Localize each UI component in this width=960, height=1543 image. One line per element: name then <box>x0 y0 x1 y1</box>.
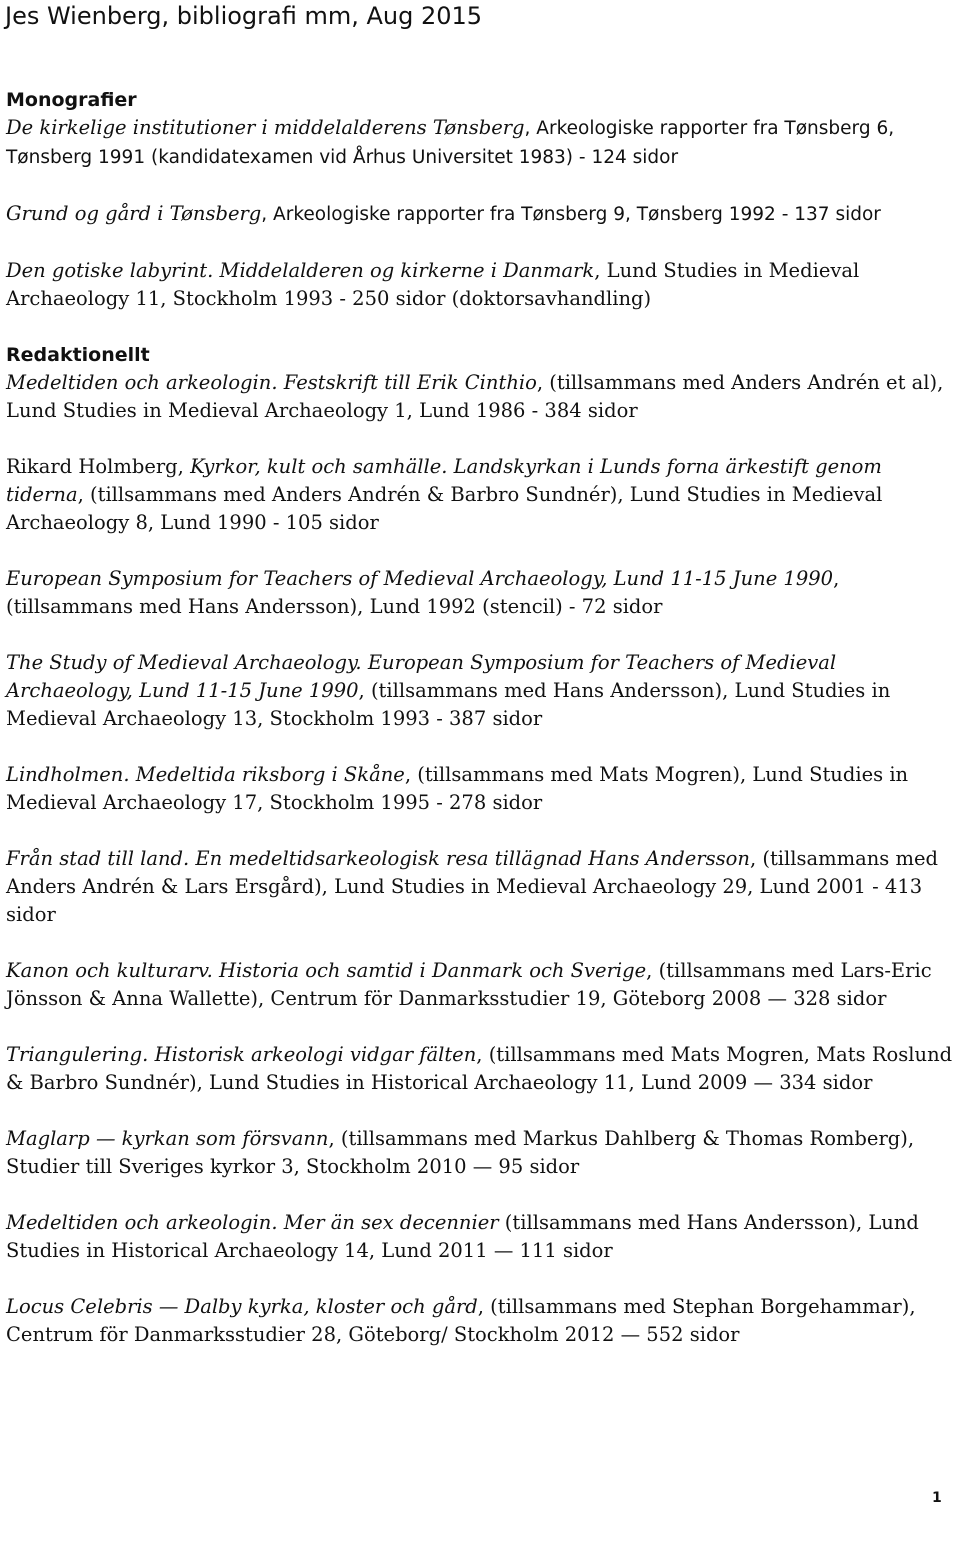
bibliography-entry <box>6 649 954 733</box>
section-heading-monografier: Monografier <box>6 89 137 111</box>
entry-details: , Arkeologiske rapporter fra Tønsberg 9, Tønsberg 1992 - 137 sidor <box>261 204 881 225</box>
entry-author: Rikard Holmberg, <box>6 455 191 478</box>
entry-details: , Lund Studies in Medieval Archaeology 11, Stockholm 1993 - 250 sidor (doktorsavhandling) <box>6 259 860 310</box>
bibliography-entry <box>6 369 954 425</box>
entry-title: Triangulering. Historisk arkeologi vidgar fälten <box>6 1043 477 1066</box>
bibliography-entry <box>6 453 954 537</box>
entry-details: , (tillsammans med Hans Andersson), Lund 1992 (stencil) - 72 sidor <box>6 567 840 618</box>
bibliography-entry <box>6 114 954 172</box>
entry-title: Maglarp — kyrkan som försvann <box>6 1127 329 1150</box>
entry-details: , (tillsammans med Markus Dahlberg & Thomas Romberg), Studier till Sveriges kyrkor 3, Stockholm 2010 — 95 sidor <box>6 1127 915 1178</box>
entry-details: , (tillsammans med Anders Andrén & Lars Ersgård), Lund Studies in Medieval Archaeology 29, Lund 2001 - 413 sidor <box>6 847 939 926</box>
bibliography-entry <box>6 200 954 229</box>
entry-details: , (tillsammans med Anders Andrén & Barbro Sundnér), Lund Studies in Medieval Archaeology 8, Lund 1990 - 105 sidor <box>6 483 883 534</box>
entry-title: Medeltiden och arkeologin. Mer än sex decennier <box>6 1211 499 1234</box>
entry-title: Grund og gård i Tønsberg <box>6 202 262 225</box>
entry-title: Medeltiden och arkeologin. Festskrift till Erik Cinthio <box>6 371 537 394</box>
entry-title: Kyrkor, kult och samhälle. Landskyrkan i Lunds forna ärkestift genom tiderna <box>6 455 882 506</box>
bibliography-body <box>6 86 954 1377</box>
bibliography-entry <box>6 761 954 817</box>
entry-details: , (tillsammans med Lars-Eric Jönsson & Anna Wallette), Centrum för Danmarksstudier 19, Göteborg 2008 — 328 sidor <box>6 959 932 1010</box>
entry-details: , (tillsammans med Anders Andrén et al), Lund Studies in Medieval Archaeology 1, Lund 1986 - 384 sidor <box>6 371 944 422</box>
bibliography-entry <box>6 1125 954 1181</box>
entry-title: Lindholmen. Medeltida riksborg i Skåne <box>6 763 405 786</box>
bibliography-entry <box>6 257 954 313</box>
entry-details: (tillsammans med Hans Andersson), Lund Studies in Historical Archaeology 14, Lund 2011 — 111 sidor <box>6 1211 919 1262</box>
section-heading-redaktionellt: Redaktionellt <box>6 344 150 366</box>
entry-title: Från stad till land. En medeltidsarkeologisk resa tillägnad Hans Andersson <box>6 847 750 870</box>
document-title: Jes Wienberg, bibliografi mm, Aug 2015 <box>5 2 483 30</box>
entry-title: De kirkelige institutioner i middelalderens Tønsberg <box>6 116 525 139</box>
entry-title: European Symposium for Teachers of Medieval Archaeology, Lund 11-15 June 1990 <box>6 567 834 590</box>
entry-details: , (tillsammans med Mats Mogren, Mats Roslund & Barbro Sundnér), Lund Studies in Historical Archaeology 11, Lund 2009 — 334 sidor <box>6 1043 953 1094</box>
entry-title: Locus Celebris — Dalby kyrka, kloster och gård <box>6 1295 478 1318</box>
bibliography-entry <box>6 845 954 929</box>
bibliography-entry <box>6 565 954 621</box>
bibliography-entry <box>6 1209 954 1265</box>
bibliography-entry <box>6 957 954 1013</box>
entry-details: , (tillsammans med Hans Andersson), Lund Studies in Medieval Archaeology 13, Stockholm 1993 - 387 sidor <box>6 679 891 730</box>
bibliography-entry <box>6 1293 954 1349</box>
bibliography-entry <box>6 1041 954 1097</box>
entry-details: , (tillsammans med Stephan Borgehammar), Centrum för Danmarksstudier 28, Göteborg/ Stockholm 2012 — 552 sidor <box>6 1295 916 1346</box>
entry-details: , (tillsammans med Mats Mogren), Lund Studies in Medieval Archaeology 17, Stockholm 1995 - 278 sidor <box>6 763 909 814</box>
entry-details: , Arkeologiske rapporter fra Tønsberg 6, Tønsberg 1991 (kandidatexamen vid Århus Universitet 1983) - 124 sidor <box>6 118 895 168</box>
entry-title: Den gotiske labyrint. Middelalderen og kirkerne i Danmark <box>6 259 595 282</box>
entry-title: The Study of Medieval Archaeology. European Symposium for Teachers of Medieval Archaeology, Lund 11-15 June 1990 <box>6 651 837 702</box>
page-number: 1 <box>932 1490 942 1506</box>
entry-title: Kanon och kulturarv. Historia och samtid i Danmark och Sverige <box>6 959 647 982</box>
